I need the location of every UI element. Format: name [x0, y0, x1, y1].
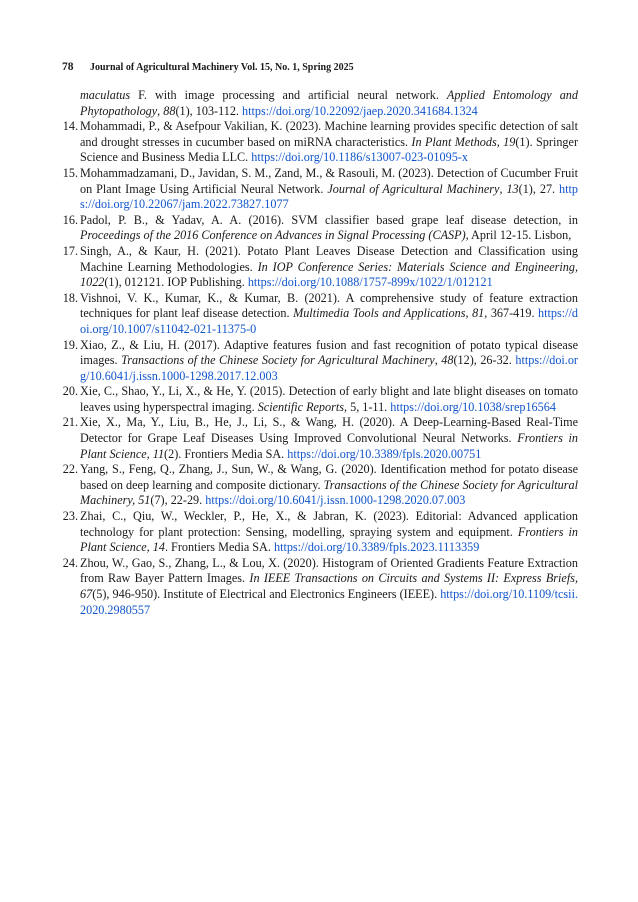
reference-plain-text: Zhai, C., Qiu, W., Weckler, P., He, X., & Jabran, K. (2023). Editorial: Advanced application technology for plant protection: Sensing, modelling, spraying system and equipment. — [80, 509, 578, 539]
reference-plain-text: Mohammadzamani, D., Javidan, S. M., Zand, M., & Rasouli, M. (2023). Detection of Cucumber Fruit on Plant Image Using Artificial Neural Network. — [80, 165, 578, 196]
running-header — [62, 61, 354, 73]
reference-italic-text: In Plant Methods, 19 — [411, 134, 516, 149]
reference-number: 20 . — [54, 384, 78, 400]
doi-link[interactable]: https://doi.org/10.6041/j.issn.1000-1298.2017.12.003 — [80, 353, 578, 383]
reference-plain-text: (2). Frontiers Media SA. — [164, 446, 288, 461]
reference-text — [80, 384, 578, 414]
reference-plain-text: Xiao, Z., & Liu, H. (2017). Adaptive features fusion and fast recognition of potato typical disease images. — [80, 337, 578, 368]
reference-number: 21 . — [54, 415, 78, 431]
doi-link[interactable]: https://doi.org/10.1109/tcsii.2020.2980557 — [80, 587, 578, 617]
reference-plain-text: , — [499, 181, 507, 196]
reference-item — [62, 384, 578, 415]
reference-italic-text: Transactions of the Chinese Society for Agricultural Machinery, 51 — [80, 477, 578, 508]
doi-link[interactable]: https://doi.org/10.1038/srep16564 — [390, 399, 556, 414]
doi-link[interactable]: https://doi.org/10.22067/jam.2022.73827.1077 — [80, 181, 579, 212]
reference-plain-text: (1). Springer Science and Business Media LLC. — [80, 134, 578, 165]
reference-item — [62, 119, 578, 166]
doi-link[interactable]: https://doi.org/10.3389/fpls.2023.1113359 — [273, 540, 480, 555]
reference-italic-text: In IOP Conference Series: Materials Science and Engineering, 1022 — [80, 259, 578, 290]
reference-italic-text: Frontiers in Plant Science, 11 — [80, 431, 578, 461]
reference-plain-text: F. with image processing and artificial neural network. — [130, 88, 447, 102]
reference-item — [62, 556, 578, 618]
reference-text — [80, 88, 578, 118]
reference-item — [62, 415, 578, 462]
reference-item — [62, 213, 578, 244]
reference-italic-text: Transactions of the Chinese Society for Agricultural Machinery — [121, 353, 435, 368]
reference-plain-text: , April 12-15. Lisbon, — [465, 228, 572, 243]
doi-link[interactable]: https://doi.org/10.1007/s11042-021-11375-0 — [80, 306, 579, 336]
reference-italic-text: Multimedia Tools and Applications, 81 — [293, 306, 485, 321]
reference-italic-text: Scientific Reports, — [257, 399, 348, 414]
journal-running-title: Journal of Agricultural Machinery Vol. 15, No. 1, Spring 2025 — [90, 62, 354, 73]
reference-plain-text: Xie, X., Ma, Y., Liu, B., He, J., Li, S., & Wang, H. (2020). A Deep-Learning-Based Real-Time Detector for Grape Leaf Diseases Using Improved Convolutional Neural Networks. — [80, 415, 578, 446]
page-number: 78 — [62, 61, 74, 73]
reference-plain-text: Mohammadi, P., & Asefpour Vakilian, K. (2023). Machine learning provides specific detection of salt and drought stresses in cucumber based on miRNA characteristics. — [80, 119, 578, 149]
reference-item — [62, 166, 578, 213]
reference-number: 22 . — [54, 462, 78, 478]
reference-number: 15 . — [54, 166, 78, 182]
reference-text — [80, 166, 578, 211]
doi-link[interactable]: https://doi.org/10.6041/j.issn.1000-1298.2020.07.003 — [205, 493, 466, 508]
reference-plain-text: Yang, S., Feng, Q., Zhang, J., Sun, W., & Wang, G. (2020). Identification method for potato disease based on deep learning and composite dictionary. — [80, 462, 578, 492]
reference-italic-text: Applied Entomology and Phytopathology — [80, 88, 578, 118]
reference-number: 14 . — [54, 119, 78, 135]
reference-plain-text: (1), 27. — [518, 181, 560, 196]
reference-number: 19 . — [54, 338, 78, 354]
reference-plain-text: (1), 103-112. — [175, 103, 243, 118]
doi-link[interactable]: https://doi.org/10.3389/fpls.2020.00751 — [287, 446, 482, 461]
reference-plain-text: . Frontiers Media SA. — [164, 540, 274, 555]
reference-text — [80, 556, 578, 617]
reference-italic-text: Proceedings of the 2016 Conference on Advances in Signal Processing (CASP) — [80, 228, 466, 243]
reference-plain-text: (5), 946-950). Institute of Electrical and Electronics Engineers (IEEE). — [92, 587, 441, 601]
reference-number: 17 . — [54, 244, 78, 260]
reference-plain-text: (1), 012121. IOP Publishing. — [104, 275, 248, 290]
reference-item — [62, 88, 578, 119]
reference-plain-text: Vishnoi, V. K., Kumar, K., & Kumar, B. (2021). A comprehensive study of feature extraction techniques for plant leaf disease detection. — [80, 290, 578, 321]
reference-italic-text: Frontiers in Plant Science, 14 — [80, 524, 578, 555]
reference-number: 18 . — [54, 291, 78, 307]
reference-text — [80, 338, 578, 383]
reference-item — [62, 338, 578, 385]
reference-italic-text: 13 — [506, 181, 519, 196]
reference-plain-text: , — [157, 103, 164, 118]
reference-italic-text: Journal of Agricultural Machinery — [327, 181, 500, 196]
doi-link[interactable]: https://doi.org/10.1088/1757-899x/1022/1/012121 — [247, 275, 493, 290]
reference-text — [80, 213, 578, 243]
reference-italic-text: 48 — [441, 353, 454, 368]
reference-item — [62, 462, 578, 509]
reference-number: 24 . — [54, 556, 78, 572]
reference-plain-text: Zhou, W., Gao, S., Zhang, L., & Lou, X. (2020). Histogram of Oriented Gradients Feature Extraction from Raw Bayer Pattern Images. — [80, 555, 578, 586]
reference-item — [62, 244, 578, 291]
reference-italic-text: 88 — [163, 103, 176, 118]
reference-number: 16 . — [54, 213, 78, 229]
reference-text — [80, 291, 578, 336]
reference-plain-text: 5, 1-11. — [347, 399, 391, 414]
reference-text — [80, 119, 578, 164]
reference-item — [62, 509, 578, 556]
reference-text — [80, 244, 578, 289]
reference-plain-text: (7), 22-29. — [150, 493, 206, 508]
reference-plain-text: Singh, A., & Kaur, H. (2021). Potato Plant Leaves Disease Detection and Classification using Machine Learning Methodologies. — [80, 243, 578, 274]
doi-link[interactable]: https://doi.org/10.22092/jaep.2020.341684.1324 — [242, 103, 478, 118]
reference-item — [62, 291, 578, 338]
doi-link[interactable]: https://doi.org/10.1186/s13007-023-01095-x — [251, 150, 468, 165]
reference-plain-text: , — [434, 353, 442, 368]
reference-plain-text: , 367-419. — [484, 306, 539, 321]
reference-text — [80, 415, 578, 460]
reference-plain-text: (12), 26-32. — [453, 353, 516, 368]
reference-italic-text: In IEEE Transactions on Circuits and Systems II: Express Briefs, 67 — [80, 571, 578, 601]
reference-text — [80, 509, 578, 554]
reference-plain-text: Xie, C., Shao, Y., Li, X., & He, Y. (2015). Detection of early blight and late blight diseases on tomato leaves using hyperspectral imaging. — [80, 384, 578, 414]
reference-number: 23 . — [54, 509, 78, 525]
reference-italic-text: maculatus — [80, 88, 131, 102]
reference-text — [80, 462, 578, 507]
reference-list — [62, 88, 578, 618]
reference-plain-text: Padol, P. B., & Yadav, A. A. (2016). SVM classifier based grape leaf disease detection, in — [80, 212, 578, 227]
